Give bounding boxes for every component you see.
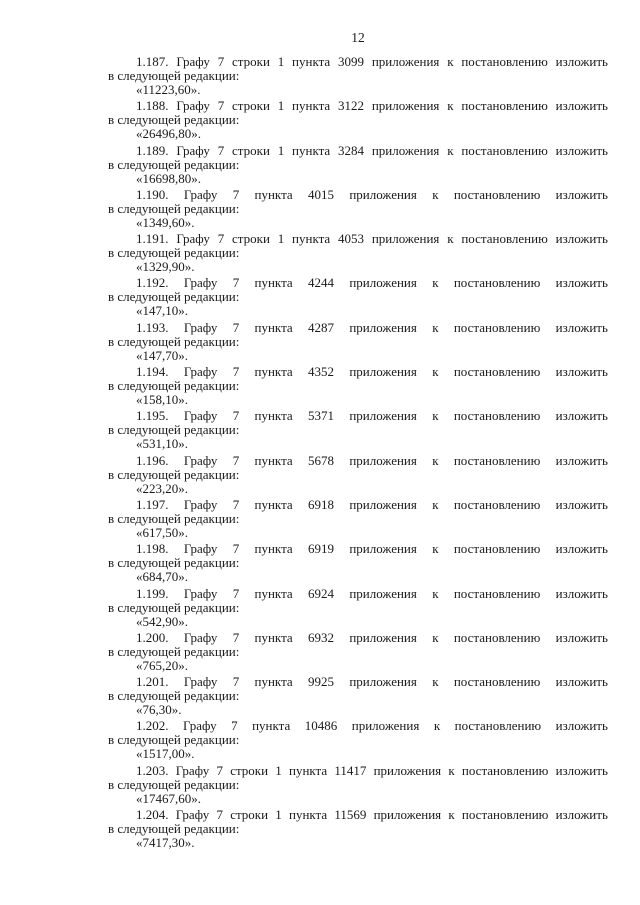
item-word: Графу xyxy=(183,496,218,512)
amendment-second-line: в следующей редакции: xyxy=(108,333,240,349)
item-word: пункта xyxy=(288,762,328,778)
item-word: пункта xyxy=(254,364,293,380)
amendment-first-line xyxy=(108,675,608,689)
item-word: 5371 xyxy=(308,408,334,424)
item-word: 4015 xyxy=(308,186,334,202)
item-word: к xyxy=(432,585,439,601)
item-word: постановлению xyxy=(454,718,542,734)
item-word: 1 xyxy=(275,807,282,823)
item-word: 7 xyxy=(232,674,240,690)
amendment-value: «7417,30». xyxy=(136,835,195,851)
item-number: 1.203. xyxy=(136,762,169,778)
item-word: постановлению xyxy=(453,186,541,202)
item-word: 3284 xyxy=(338,142,365,158)
item-word: к xyxy=(432,186,439,202)
item-word: изложить xyxy=(555,98,608,114)
item-word: 7 xyxy=(232,541,240,557)
item-word: Графу xyxy=(176,142,210,158)
amendment-first-line xyxy=(108,232,608,246)
item-word: строки xyxy=(232,231,270,247)
item-number: 1.192. xyxy=(136,275,169,291)
item-number: 1.197. xyxy=(136,496,169,512)
amendment-value: «223,20». xyxy=(136,480,188,496)
item-word: пункта xyxy=(252,718,291,734)
amendment-first-line xyxy=(108,454,608,468)
amendment-first-line xyxy=(108,808,608,822)
item-word: к xyxy=(447,231,454,247)
item-word: приложения xyxy=(371,98,440,114)
item-word: 11417 xyxy=(334,762,367,778)
item-number: 1.191. xyxy=(136,231,169,247)
item-word: 10486 xyxy=(304,718,338,734)
item-word: приложения xyxy=(349,452,417,468)
item-word: 1 xyxy=(277,98,285,114)
item-word: приложения xyxy=(349,674,417,690)
item-word: постановлению xyxy=(461,762,549,778)
item-word: изложить xyxy=(555,142,608,158)
item-word: 7 xyxy=(216,807,223,823)
item-word: пункта xyxy=(254,452,293,468)
item-word: 11569 xyxy=(334,807,367,823)
item-word: приложения xyxy=(349,186,417,202)
amendment-second-line: в следующей редакции: xyxy=(108,378,240,394)
item-word: пункта xyxy=(292,98,331,114)
amendment-second-line: в следующей редакции: xyxy=(108,156,240,172)
item-word: пункта xyxy=(254,629,293,645)
amendment-second-line: в следующей редакции: xyxy=(108,422,240,438)
item-word: постановлению xyxy=(461,807,549,823)
item-word: к xyxy=(432,319,439,335)
item-number: 1.188. xyxy=(136,98,169,114)
amendment-item xyxy=(108,808,608,852)
item-number: 1.194. xyxy=(136,364,169,380)
item-word: пункта xyxy=(288,807,328,823)
amendment-item xyxy=(108,232,608,276)
item-number: 1.201. xyxy=(136,674,169,690)
item-word: Графу xyxy=(183,319,218,335)
amendment-second-line: в следующей редакции: xyxy=(108,510,240,526)
item-word: изложить xyxy=(555,319,608,335)
item-word: 7 xyxy=(232,319,240,335)
item-word: к xyxy=(432,408,439,424)
item-word: изложить xyxy=(555,186,608,202)
item-word: Графу xyxy=(176,98,210,114)
item-word: к xyxy=(447,142,454,158)
amendment-item xyxy=(108,542,608,586)
item-word: приложения xyxy=(349,364,417,380)
amendment-item xyxy=(108,144,608,188)
item-word: 6924 xyxy=(308,585,334,601)
amendment-value: «1517,00». xyxy=(136,746,195,762)
item-word: к xyxy=(432,364,439,380)
item-word: 7 xyxy=(232,275,240,291)
item-word: постановлению xyxy=(453,541,541,557)
item-word: 7 xyxy=(232,408,240,424)
item-word: приложения xyxy=(349,541,417,557)
item-word: 4287 xyxy=(308,319,334,335)
item-word: постановлению xyxy=(453,629,541,645)
item-word: Графу xyxy=(183,629,218,645)
item-number: 1.198. xyxy=(136,541,169,557)
item-word: приложения xyxy=(349,408,417,424)
item-word: к xyxy=(433,718,441,734)
item-word: 7 xyxy=(216,762,223,778)
item-word: приложения xyxy=(349,629,417,645)
item-word: Графу xyxy=(176,54,210,69)
item-word: 7 xyxy=(232,585,240,601)
item-word: 7 xyxy=(217,54,225,69)
amendment-item xyxy=(108,99,608,143)
item-word: Графу xyxy=(183,718,217,734)
item-word: пункта xyxy=(254,319,293,335)
item-word: пункта xyxy=(254,186,293,202)
amendment-first-line xyxy=(108,188,608,202)
item-word: постановлению xyxy=(461,142,548,158)
item-word: к xyxy=(432,629,439,645)
page-number: 12 xyxy=(351,30,365,45)
amendment-item xyxy=(108,719,608,763)
amendment-first-line xyxy=(108,542,608,556)
item-word: к xyxy=(432,541,439,557)
item-number: 1.187. xyxy=(136,54,169,69)
item-word: 4352 xyxy=(308,364,334,380)
item-word: 7 xyxy=(232,452,240,468)
item-word: 7 xyxy=(231,718,238,734)
item-word: 7 xyxy=(232,629,240,645)
amendment-first-line xyxy=(108,365,608,379)
amendment-item xyxy=(108,55,608,99)
amendment-item xyxy=(108,587,608,631)
item-word: 1 xyxy=(277,231,285,247)
item-word: 5678 xyxy=(308,452,334,468)
item-word: к xyxy=(448,762,455,778)
item-word: пункта xyxy=(292,231,331,247)
item-word: к xyxy=(447,98,454,114)
amendment-value: «531,10». xyxy=(136,436,188,452)
item-word: Графу xyxy=(183,275,218,291)
amendment-second-line: в следующей редакции: xyxy=(108,200,240,216)
amendment-list xyxy=(108,55,608,852)
item-word: приложения xyxy=(351,718,420,734)
item-word: к xyxy=(447,54,454,69)
item-word: изложить xyxy=(555,54,608,69)
item-word: 7 xyxy=(232,364,240,380)
item-word: строки xyxy=(232,54,270,69)
item-number: 1.193. xyxy=(136,319,169,335)
amendment-second-line: в следующей редакции: xyxy=(108,112,240,128)
amendment-first-line xyxy=(108,409,608,423)
item-word: пункта xyxy=(292,142,331,158)
amendment-item xyxy=(108,365,608,409)
item-word: изложить xyxy=(555,496,608,512)
item-word: 7 xyxy=(217,98,225,114)
item-word: Графу xyxy=(183,408,218,424)
amendment-second-line: в следующей редакции: xyxy=(108,289,240,305)
item-word: 6932 xyxy=(308,629,334,645)
amendment-second-line: в следующей редакции: xyxy=(108,466,240,482)
amendment-value: «147,10». xyxy=(136,303,188,319)
item-word: изложить xyxy=(555,364,608,380)
amendment-first-line xyxy=(108,631,608,645)
amendment-second-line: в следующей редакции: xyxy=(108,688,240,704)
item-word: строки xyxy=(230,762,269,778)
amendment-value: «1349,60». xyxy=(136,214,195,230)
amendment-second-line: в следующей редакции: xyxy=(108,68,240,83)
item-word: постановлению xyxy=(453,496,541,512)
item-word: 7 xyxy=(217,231,225,247)
item-word: постановлению xyxy=(453,585,541,601)
amendment-second-line: в следующей редакции: xyxy=(108,555,240,571)
item-word: пункта xyxy=(254,541,293,557)
amendment-first-line xyxy=(108,144,608,158)
item-word: изложить xyxy=(555,585,608,601)
amendment-first-line xyxy=(108,99,608,113)
item-word: изложить xyxy=(555,275,608,291)
item-word: постановлению xyxy=(453,674,541,690)
amendment-second-line: в следующей редакции: xyxy=(108,776,240,792)
item-word: пункта xyxy=(254,275,293,291)
amendment-first-line xyxy=(108,276,608,290)
amendment-item xyxy=(108,276,608,320)
amendment-item xyxy=(108,409,608,453)
item-word: 7 xyxy=(232,496,240,512)
item-word: приложения xyxy=(349,275,417,291)
item-word: пункта xyxy=(292,54,331,69)
item-word: Графу xyxy=(183,186,218,202)
item-word: приложения xyxy=(371,142,440,158)
item-word: постановлению xyxy=(453,364,541,380)
item-word: Графу xyxy=(183,585,218,601)
item-word: изложить xyxy=(555,408,608,424)
amendment-value: «26496,80». xyxy=(136,126,201,142)
item-word: изложить xyxy=(555,231,608,247)
item-word: 4053 xyxy=(338,231,365,247)
amendment-item xyxy=(108,188,608,232)
item-word: Графу xyxy=(175,807,210,823)
item-word: 7 xyxy=(217,142,225,158)
item-word: 1 xyxy=(275,762,282,778)
item-word: пункта xyxy=(254,408,293,424)
amendment-value: «76,30». xyxy=(136,702,182,718)
item-word: пункта xyxy=(254,496,293,512)
item-number: 1.204. xyxy=(136,807,169,823)
item-word: постановлению xyxy=(461,54,548,69)
amendment-item xyxy=(108,675,608,719)
amendment-value: «147,70». xyxy=(136,347,188,363)
item-word: пункта xyxy=(254,674,293,690)
amendment-item xyxy=(108,498,608,542)
amendment-first-line xyxy=(108,498,608,512)
amendment-second-line: в следующей редакции: xyxy=(108,732,240,748)
amendment-first-line xyxy=(108,587,608,601)
amendment-value: «16698,80». xyxy=(136,170,201,186)
item-word: изложить xyxy=(555,629,608,645)
item-number: 1.199. xyxy=(136,585,169,601)
amendment-value: «684,70». xyxy=(136,569,188,585)
amendment-value: «765,20». xyxy=(136,657,188,673)
item-word: 4244 xyxy=(308,275,334,291)
amendment-second-line: в следующей редакции: xyxy=(108,245,240,261)
item-word: изложить xyxy=(555,452,608,468)
item-word: 3099 xyxy=(338,54,365,69)
amendment-value: «11223,60». xyxy=(136,82,201,97)
item-word: Графу xyxy=(183,364,218,380)
item-word: 6919 xyxy=(308,541,334,557)
amendment-first-line xyxy=(108,55,608,69)
item-word: Графу xyxy=(183,452,218,468)
item-word: к xyxy=(432,674,439,690)
item-word: приложения xyxy=(371,54,440,69)
item-word: изложить xyxy=(555,762,608,778)
item-word: приложения xyxy=(373,807,442,823)
item-number: 1.200. xyxy=(136,629,169,645)
item-word: постановлению xyxy=(453,408,541,424)
amendment-value: «158,10». xyxy=(136,392,188,408)
item-word: строки xyxy=(230,807,269,823)
amendment-item xyxy=(108,321,608,365)
item-word: Графу xyxy=(183,674,218,690)
item-word: Графу xyxy=(175,762,210,778)
item-word: к xyxy=(448,807,455,823)
amendment-first-line xyxy=(108,764,608,778)
item-word: Графу xyxy=(183,541,218,557)
amendment-item xyxy=(108,764,608,808)
item-word: приложения xyxy=(349,496,417,512)
item-word: 7 xyxy=(232,186,240,202)
amendment-second-line: в следующей редакции: xyxy=(108,821,240,837)
item-word: постановлению xyxy=(453,319,541,335)
item-word: 9925 xyxy=(308,674,334,690)
item-word: постановлению xyxy=(453,452,541,468)
item-word: пункта xyxy=(254,585,293,601)
item-word: изложить xyxy=(555,541,608,557)
item-word: постановлению xyxy=(453,275,541,291)
item-number: 1.195. xyxy=(136,408,169,424)
item-word: к xyxy=(432,452,439,468)
item-word: строки xyxy=(232,142,270,158)
item-word: изложить xyxy=(555,674,608,690)
amendment-value: «17467,60». xyxy=(136,790,201,806)
item-word: изложить xyxy=(555,718,608,734)
item-word: приложения xyxy=(371,231,440,247)
item-word: 1 xyxy=(277,142,285,158)
amendment-item xyxy=(108,631,608,675)
amendment-first-line xyxy=(108,719,608,733)
item-number: 1.202. xyxy=(136,718,169,734)
amendment-second-line: в следующей редакции: xyxy=(108,599,240,615)
amendment-value: «1329,90». xyxy=(136,259,195,275)
item-word: изложить xyxy=(555,807,608,823)
item-number: 1.196. xyxy=(136,452,169,468)
amendment-value: «542,90». xyxy=(136,613,188,629)
item-word: приложения xyxy=(349,319,417,335)
item-word: Графу xyxy=(176,231,210,247)
item-word: строки xyxy=(232,98,270,114)
item-word: приложения xyxy=(373,762,442,778)
amendment-item xyxy=(108,454,608,498)
item-word: постановлению xyxy=(461,98,548,114)
item-word: 6918 xyxy=(308,496,334,512)
item-word: 1 xyxy=(277,54,285,69)
item-word: к xyxy=(432,496,439,512)
item-word: постановлению xyxy=(461,231,548,247)
item-word: приложения xyxy=(349,585,417,601)
amendment-second-line: в следующей редакции: xyxy=(108,643,240,659)
item-number: 1.190. xyxy=(136,186,169,202)
item-word: 3122 xyxy=(338,98,365,114)
amendment-first-line xyxy=(108,321,608,335)
item-word: к xyxy=(432,275,439,291)
amendment-value: «617,50». xyxy=(136,524,188,540)
item-number: 1.189. xyxy=(136,142,169,158)
